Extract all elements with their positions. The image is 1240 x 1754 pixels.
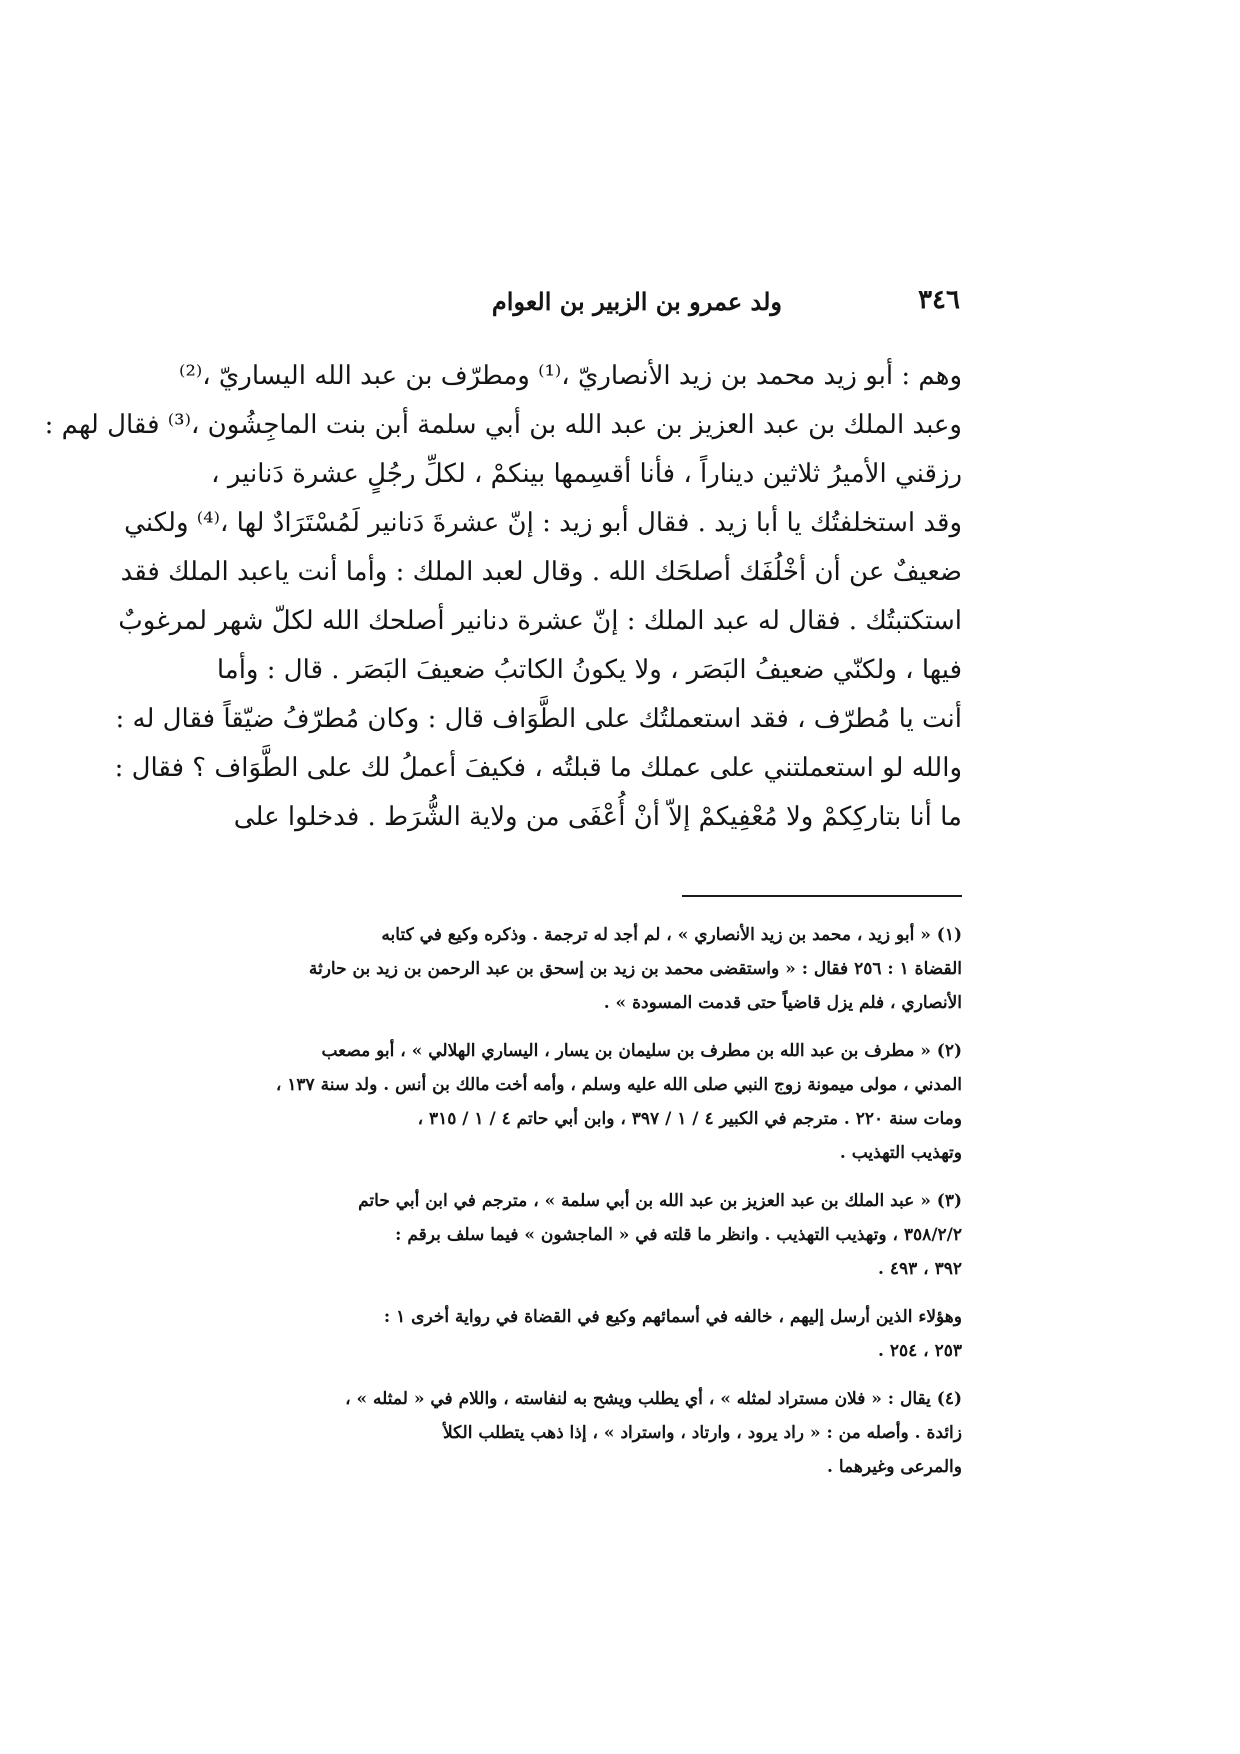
footnote-line: (٤) يقال : « فلان مستراد لمثله » ، أي يطلب ويشح به لنفاسته ، واللام في « لمثله » ، xyxy=(345,1389,962,1409)
page-header xyxy=(282,285,960,325)
footnote-line: ٣٩٢ ، ٤٩٣ . xyxy=(878,1259,962,1279)
footnote-separator xyxy=(682,895,962,897)
main-text xyxy=(44,352,962,842)
footnote-line: (١) « أبو زيد ، محمد بن زيد الأنصاري » ، لم أجد له ترجمة . وذكره وكيع في كتابه xyxy=(381,925,962,945)
text-line: رزقني الأميرُ ثلاثين ديناراً ، فأنا أقسِمها بينكمْ ، لكلِّ رجُلٍ عشرة دَنانير ، xyxy=(211,459,962,489)
footnote-line: ٢٥٣ ، ٢٥٤ . xyxy=(878,1341,962,1361)
footnote-2 xyxy=(275,1034,962,1170)
text-line: فيها ، ولكنّي ضعيفُ البَصَر ، ولا يكونُ الكاتبُ ضعيفَ البَصَر . قال : وأما xyxy=(216,655,962,685)
footnote-line: زائدة . وأصله من : « راد يرود ، وارتاد ، واستراد » ، إذا ذهب يتطلب الكلأ xyxy=(443,1423,962,1443)
footnote-line: (٢) « مطرف بن عبد الله بن مطرف بن سليمان بن يسار ، اليساري الهلالي » ، أبو مصعب xyxy=(321,1041,962,1061)
text-line: ما أنا بتاركِكمْ ولا مُعْفِيكمْ إلاّ أنْ أُعْفَى من ولاية الشُّرَط . فدخلوا على xyxy=(233,802,962,832)
text-line: والله لو استعملتني على عملك ما قبلتُه ، فكيفَ أعملُ لك على الطَّوَاف ؟ فقال : xyxy=(114,753,962,783)
footnote-line: وتهذيب التهذيب . xyxy=(839,1143,962,1163)
footnote-1 xyxy=(282,918,962,1020)
footnote-line: والمرعى وغيرهما . xyxy=(827,1457,962,1477)
footnote-line: (٣) « عبد الملك بن عبد العزيز بن عبد الله بن أبي سلمة » ، مترجم في ابن أبي حاتم xyxy=(358,1191,962,1211)
footnote-3 xyxy=(282,1184,962,1286)
text-line: وهم : أبو زيد محمد بن زيد الأنصاريّ ،⁽¹⁾ ومطرّف بن عبد الله اليساريّ ،⁽²⁾ xyxy=(179,361,962,391)
text-line: وعبد الملك بن عبد العزيز بن عبد الله بن أبي سلمة أبن بنت الماجِشُون ،⁽³⁾ فقال لهم : xyxy=(44,410,962,440)
footnote-line: الأنصاري ، فلم يزل قاضياً حتى قدمت المسودة » . xyxy=(603,993,962,1013)
running-title: ولد عمرو بن الزبير بن العوام xyxy=(491,287,782,316)
text-line: استكتبتُك . فقال له عبد الملك : إنّ عشرة دنانير أصلحك الله لكلّ شهر لمرغوبٌ xyxy=(118,606,962,636)
text-line: وقد استخلفتُك يا أبا زيد . فقال أبو زيد : إنّ عشرةَ دَنانير لَمُسْتَرَادٌ لها ،⁽⁴⁾ ولكني xyxy=(124,508,962,538)
footnote-3-note xyxy=(282,1300,962,1368)
footnote-line: وهؤلاء الذين أرسل إليهم ، خالفه في أسمائهم وكيع في القضاة في رواية أخرى ١ : xyxy=(383,1307,962,1327)
footnote-4 xyxy=(282,1382,962,1484)
footnote-line: المدني ، مولى ميمونة زوج النبي صلى الله عليه وسلم ، وأمه أخت مالك بن أنس . ولد سنة ١٣٧ ، xyxy=(275,1075,962,1095)
text-line: ضعيفٌ عن أن أخْلُفَك أصلحَك الله . وقال لعبد الملك : وأما أنت ياعبد الملك فقد xyxy=(120,557,962,587)
page-number: ٣٤٦ xyxy=(918,285,960,315)
footnote-line: ٣٥٨/٢/٢ ، وتهذيب التهذيب . وانظر ما قلته في « الماجشون » فيما سلف برقم : xyxy=(395,1225,962,1245)
footnote-line: القضاة ١ : ٢٥٦ فقال : « واستقضى محمد بن زيد بن إسحق بن عبد الرحمن بن زيد بن حارثة xyxy=(308,959,962,979)
text-line: أنت يا مُطرّف ، فقد استعملتُك على الطَّوَاف قال : وكان مُطرّفُ ضيّقاً فقال له : xyxy=(115,704,962,734)
footnotes xyxy=(275,918,962,1498)
footnote-line: ومات سنة ٢٢٠ . مترجم في الكبير ٤ / ١ / ٣٩٧ ، وابن أبي حاتم ٤ / ١ / ٣١٥ ، xyxy=(417,1109,962,1129)
